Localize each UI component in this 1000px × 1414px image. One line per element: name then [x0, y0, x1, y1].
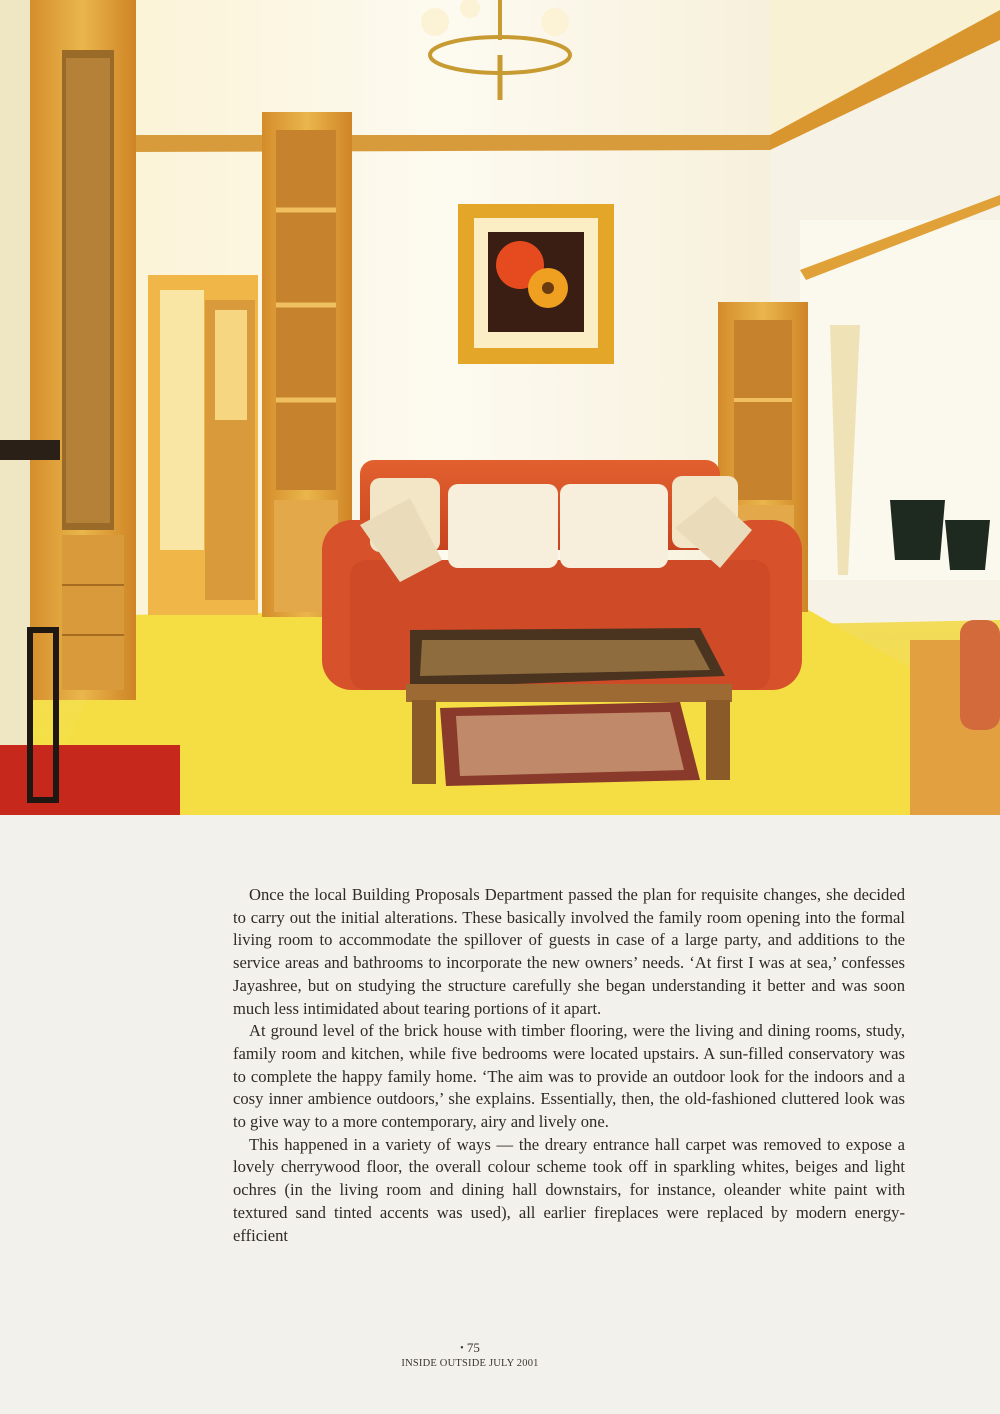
- article-paragraph: Once the local Building Proposals Department passed the plan for requisite changes, she decided to carry out the initial alterations. These basically involved the family room opening into the formal living room to accommodate the spillover of guests in case of a large party, and additions to the service areas and bathrooms to incorporate the new owners’ needs. ‘At first I was at sea,’ confesses Jayashree, but on studying the structure carefully she began understanding it better and was soon much less intimidated about tearing portions of it apart.: [233, 885, 905, 1018]
- article-paragraph: This happened in a variety of ways — the dreary entrance hall carpet was removed to expose a lovely cherrywood floor, the overall colour scheme took off in sparkling whites, beiges and light ochres (in the living room and dining hall downstairs, for instance, oleander white paint with textured sand tinted accents was used), all earlier fireplaces were replaced by modern energy-efficient: [233, 1134, 905, 1245]
- article-body: [233, 884, 905, 1247]
- page-number-line: [350, 1340, 590, 1357]
- page-footer: [350, 1340, 590, 1371]
- article-paragraph: At ground level of the brick house with timber flooring, were the living and dining rooms, study, family room and kitchen, while five bedrooms were located upstairs. A sun-filled conservatory was to complete the happy family home. ‘The aim was to provide an outdoor look for the indoors and a cosy inner ambience outdoors,’ she explains. Essentially, then, the old-fashioned cluttered look was to give way to a more contemporary, airy and lively one.: [233, 1021, 905, 1132]
- magazine-issue-line: INSIDE OUTSIDE JULY 2001: [401, 1358, 539, 1370]
- bullet-icon: •: [460, 1343, 464, 1355]
- page-number: 75: [466, 1340, 480, 1355]
